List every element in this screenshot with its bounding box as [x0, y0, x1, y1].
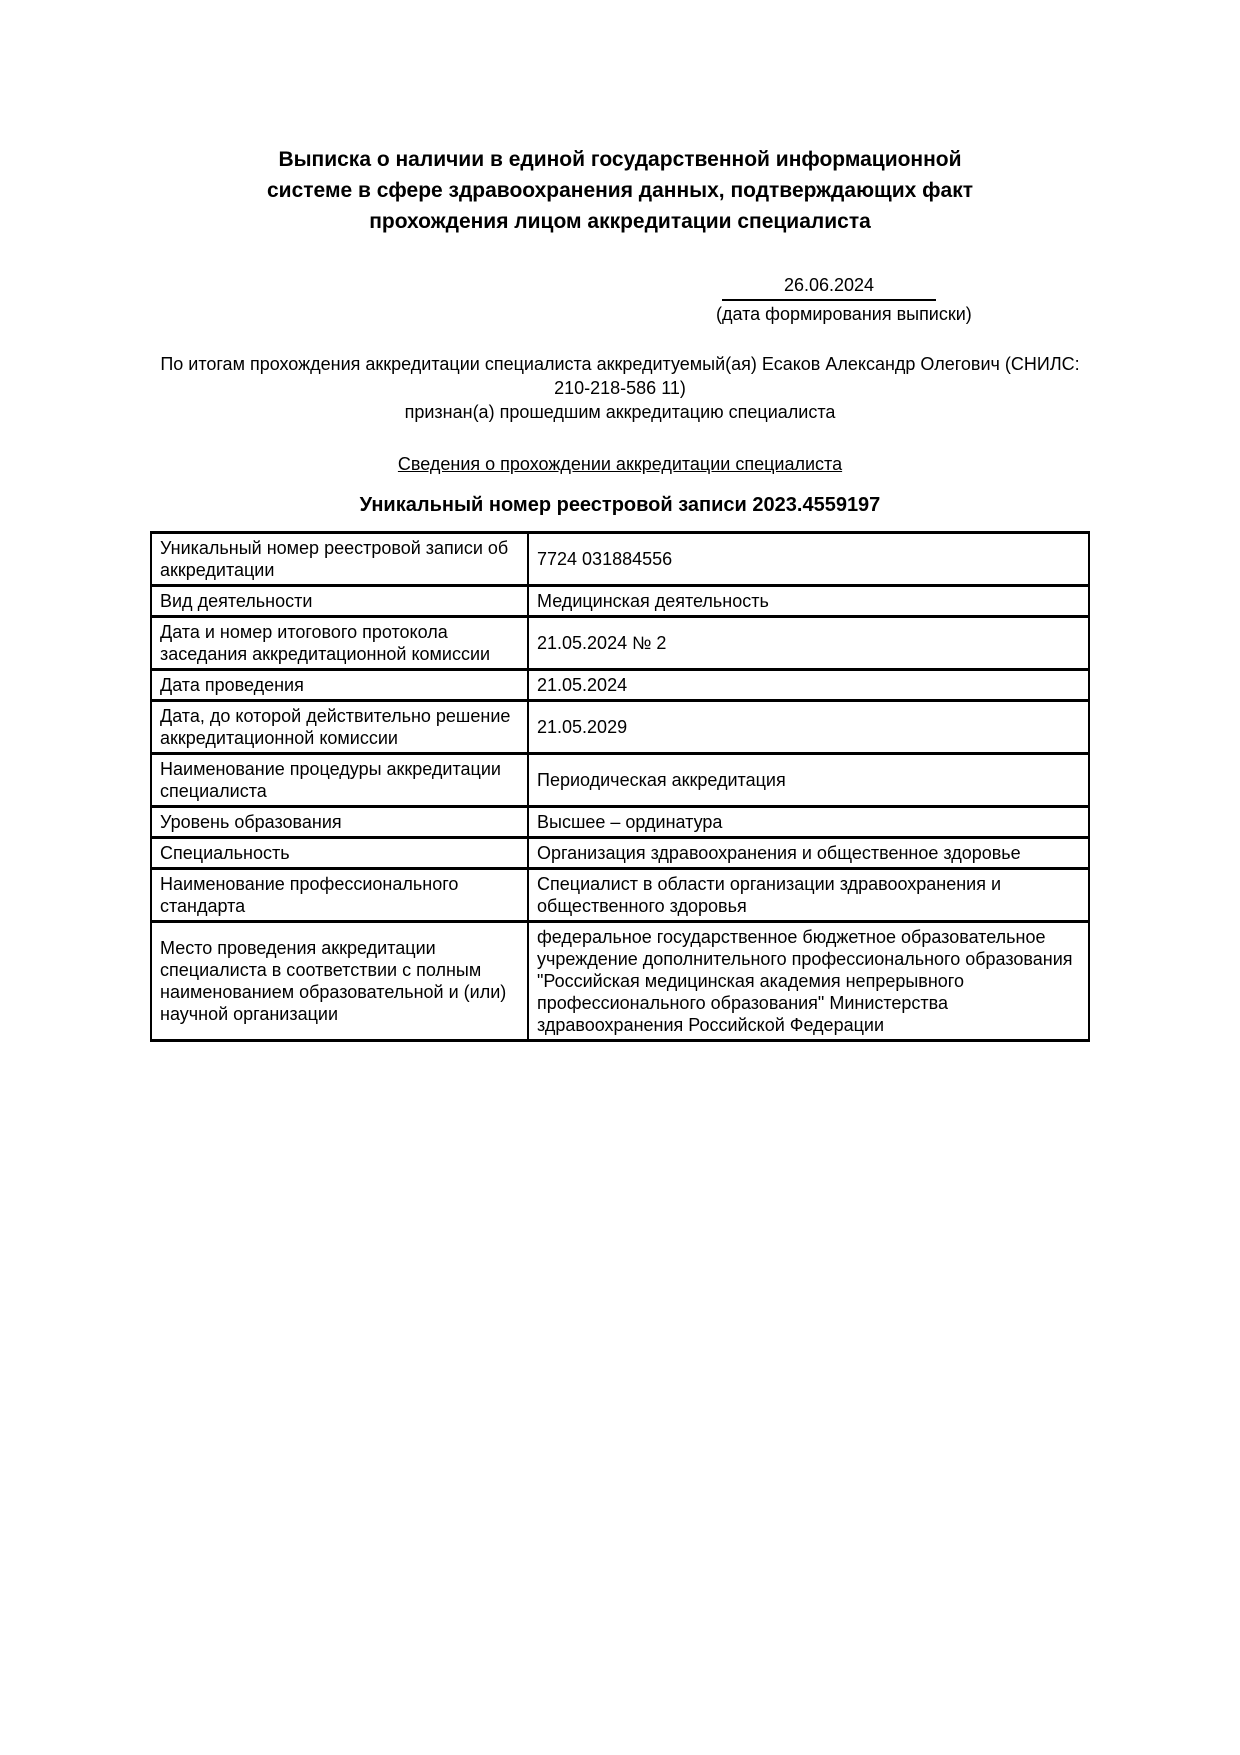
row-value: Периодическая аккредитация	[528, 754, 1089, 807]
row-label: Уникальный номер реестровой записи об аккредитации	[151, 533, 528, 586]
table-row	[151, 617, 1089, 670]
row-label: Дата, до которой действительно решение аккредитационной комиссии	[151, 701, 528, 754]
title-line-3: прохождения лицом аккредитации специалиста	[369, 210, 871, 233]
table-row	[151, 586, 1089, 617]
row-label: Специальность	[151, 838, 528, 869]
row-value: Высшее – ординатура	[528, 807, 1089, 838]
row-value: Организация здравоохранения и общественное здоровье	[528, 838, 1089, 869]
registry-number-line: Уникальный номер реестровой записи 2023.4559197	[359, 494, 881, 516]
row-value: 21.05.2024 № 2	[528, 617, 1089, 670]
section-heading: Сведения о прохождении аккредитации специалиста	[397, 454, 843, 474]
formation-date-caption: (дата формирования выписки)	[716, 304, 972, 324]
intro-line-2: признан(а) прошедшим аккредитацию специалиста	[404, 402, 836, 422]
intro-paragraph	[150, 352, 1090, 424]
row-value: Медицинская деятельность	[528, 586, 1089, 617]
intro-line-1: По итогам прохождения аккредитации специалиста аккредитуемый(ая) Есаков Александр Олегович (СНИЛС: 210-218-586 11)	[160, 354, 1080, 398]
row-label: Уровень образования	[151, 807, 528, 838]
row-label: Место проведения аккредитации специалиста в соответствии с полным наименованием образовательной и (или) научной организации	[151, 922, 528, 1041]
row-value: федеральное государственное бюджетное образовательное учреждение дополнительного профессионального образования "Российская медицинская академия непрерывного профессионального образования" Министерства здравоохранения Российской Федерации	[528, 922, 1089, 1041]
document-content	[150, 0, 1090, 1042]
table-row	[151, 838, 1089, 869]
table-row	[151, 922, 1089, 1041]
formation-date: 26.06.2024	[722, 275, 936, 301]
row-label: Наименование процедуры аккредитации специалиста	[151, 754, 528, 807]
formation-date-block	[716, 275, 972, 324]
row-label: Наименование профессионального стандарта	[151, 869, 528, 922]
accreditation-table-body	[151, 533, 1089, 1041]
row-label: Дата и номер итогового протокола заседания аккредитационной комиссии	[151, 617, 528, 670]
row-value: 7724 031884556	[528, 533, 1089, 586]
title-line-2: системе в сфере здравоохранения данных, подтверждающих факт	[266, 179, 973, 202]
title-line-1: Выписка о наличии в единой государственной информационной	[278, 148, 962, 171]
document-title	[150, 0, 1090, 237]
row-value: 21.05.2029	[528, 701, 1089, 754]
table-row	[151, 754, 1089, 807]
row-value: 21.05.2024	[528, 670, 1089, 701]
table-row	[151, 670, 1089, 701]
row-label: Дата проведения	[151, 670, 528, 701]
row-label: Вид деятельности	[151, 586, 528, 617]
table-row	[151, 701, 1089, 754]
accreditation-table	[150, 531, 1090, 1042]
row-value: Специалист в области организации здравоохранения и общественного здоровья	[528, 869, 1089, 922]
table-row	[151, 807, 1089, 838]
table-row	[151, 533, 1089, 586]
table-row	[151, 869, 1089, 922]
